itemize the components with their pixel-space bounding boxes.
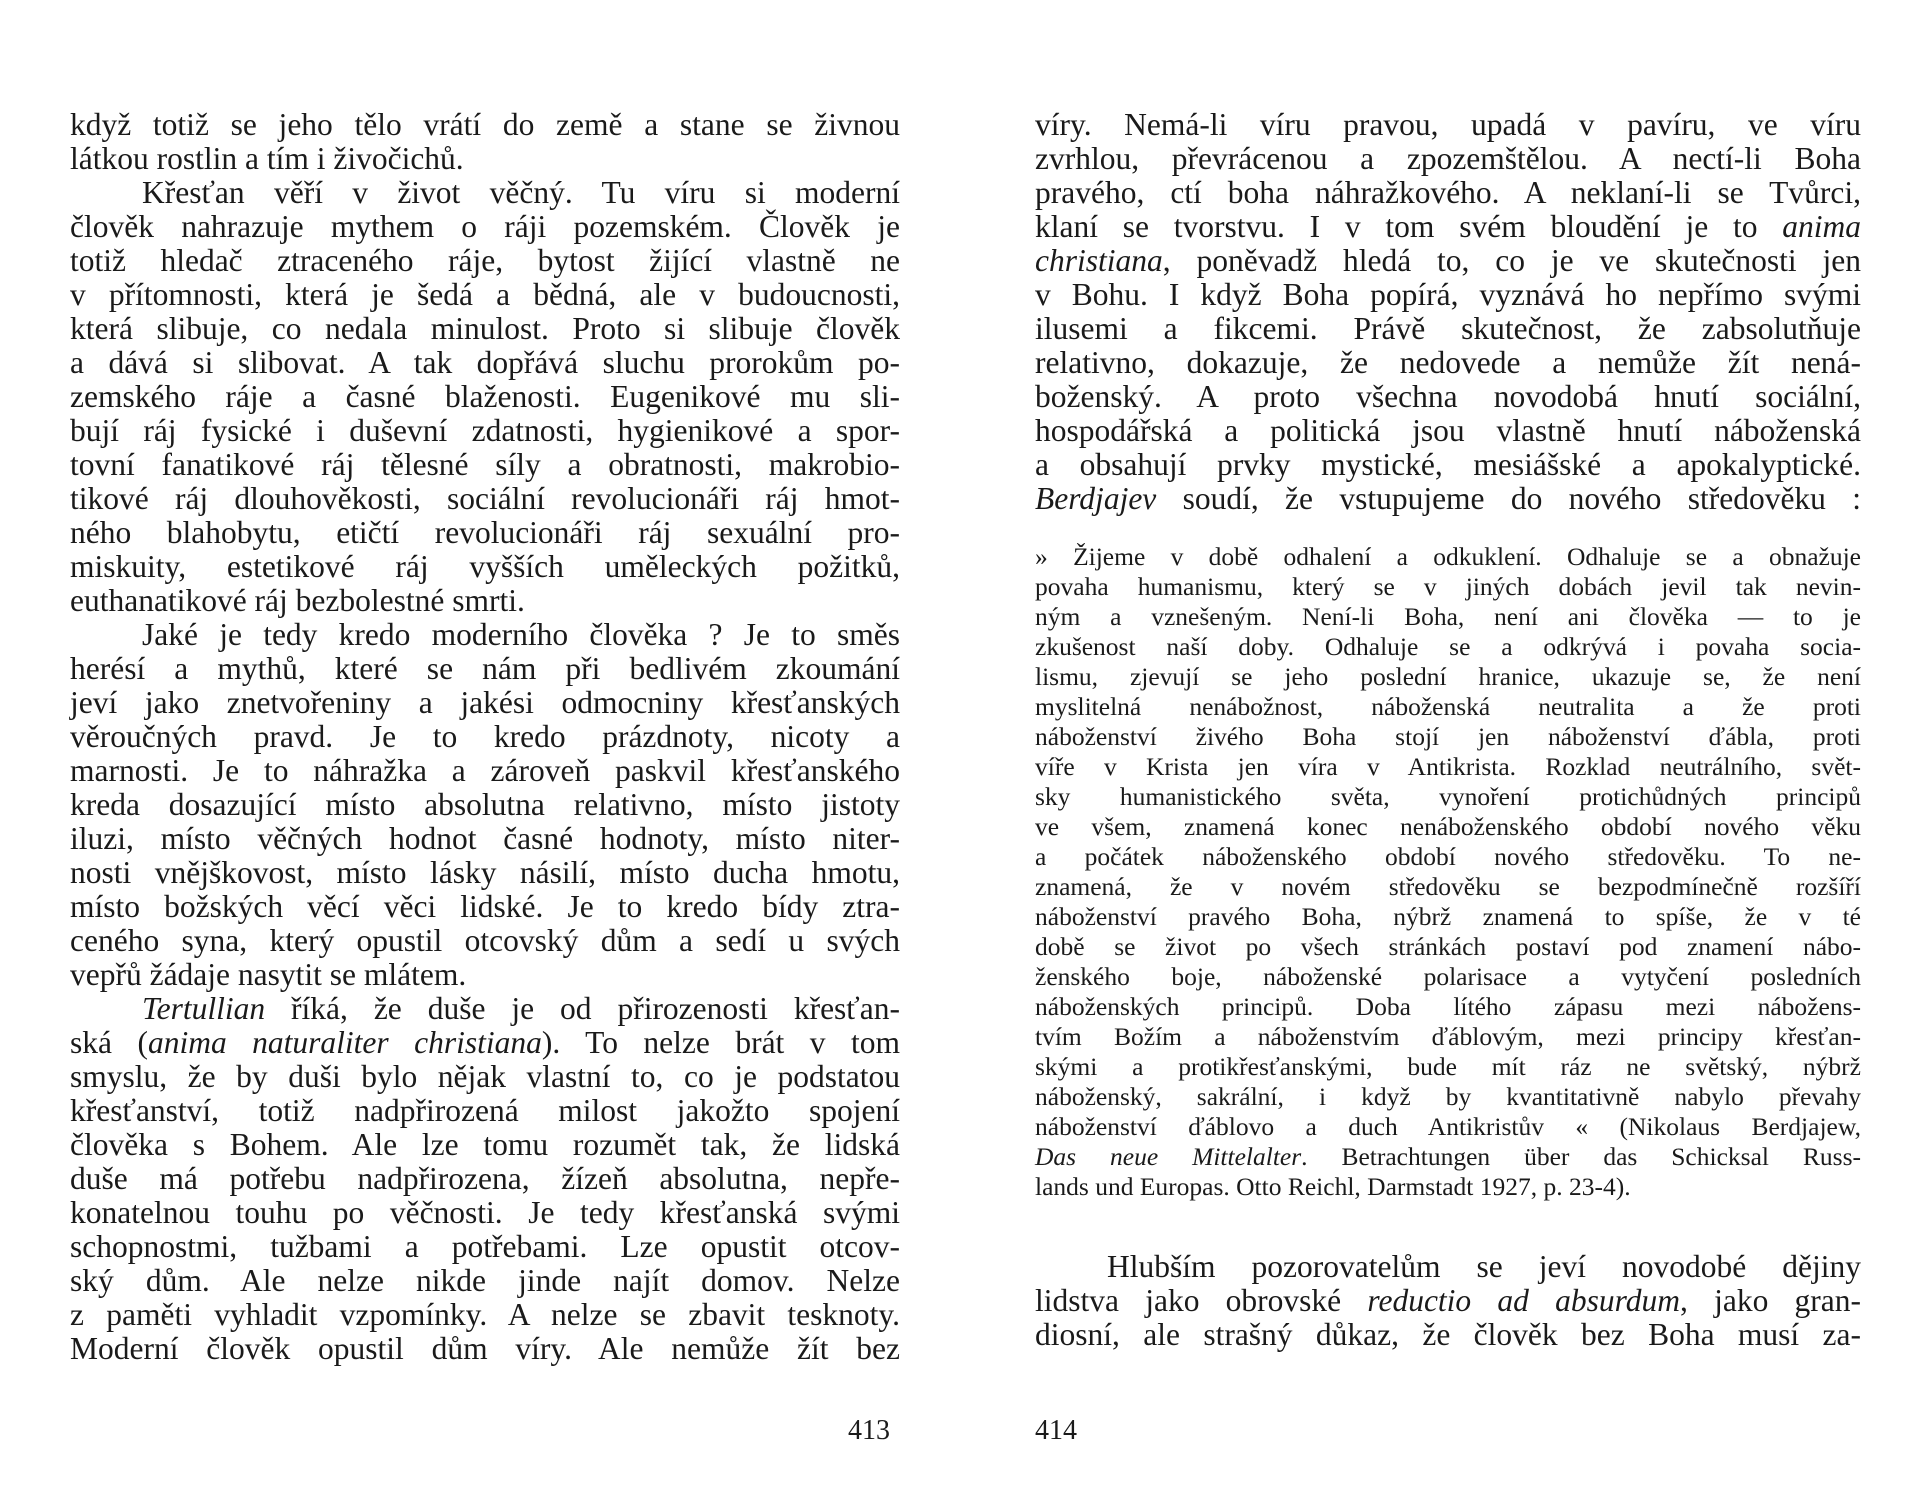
closing-line-3: diosní, ale strašný důkaz, že člověk bez Boha musí za-	[1035, 1317, 1861, 1352]
quote-line-2: povaha humanismu, který se v jiných dobách jevil tak nevin-	[1035, 572, 1861, 601]
left-line-26: vepřů žádaje nasytit se mlátem.	[70, 957, 467, 992]
left-line-3: Křesťan věří v život věčný. Tu víru si moderní	[142, 175, 900, 210]
left-line-28: ská (anima naturaliter christiana). To nelze brát v tom	[70, 1025, 900, 1060]
right-line-11: a obsahují prvky mystické, mesiášské a apokalyptické.	[1035, 447, 1861, 482]
left-page	[70, 108, 900, 1366]
right-line-7: ilusemi a fikcemi. Právě skutečnost, že zabsolutňuje	[1035, 311, 1861, 346]
closing-paragraph	[1035, 1250, 1861, 1352]
quote-line-20: náboženství ďáblovo a duch Antikristův « (Nikolaus Berdjajew,	[1035, 1112, 1861, 1141]
quote-line-11: a počátek náboženského období nového středověku. To ne-	[1035, 842, 1861, 871]
right-line-12: Berdjajev soudí, že vstupujeme do nového středověku :	[1035, 481, 1861, 516]
right-line-9: boženský. A proto všechna novodobá hnutí sociální,	[1035, 379, 1861, 414]
left-line-1: když totiž se jeho tělo vrátí do země a stane se živnou	[70, 107, 900, 142]
left-line-29: smyslu, že by duši bylo nějak vlastní to, co je podstatou	[70, 1059, 900, 1094]
quote-line-6: myslitelná nenábožnost, náboženská neutralita a že proti	[1035, 692, 1861, 721]
left-line-13: ného blahobytu, etičtí revolucionáři ráj sexuální pro-	[70, 515, 900, 550]
quote-line-13: náboženství pravého Boha, nýbrž znamená to spíše, že v té	[1035, 902, 1861, 931]
left-line-14: miskuity, estetikové ráj vyšších uměleckých požitků,	[70, 549, 900, 584]
right-line-3: pravého, ctí boha náhražkového. A neklaní-li se Tvůrci,	[1035, 175, 1861, 210]
quote-line-9: sky humanistického světa, vynoření protichůdných principů	[1035, 782, 1861, 811]
quote-line-21: Das neue Mittelalter. Betrachtungen über das Schicksal Russ-	[1035, 1142, 1861, 1171]
left-line-25: ceného syna, který opustil otcovský dům a sedí u svých	[70, 923, 900, 958]
left-line-30: křesťanství, totiž nadpřirozená milost jakožto spojení	[70, 1093, 900, 1128]
quote-line-3: ným a vznešeným. Není-li Boha, není ani člověka — to je	[1035, 602, 1861, 631]
right-line-8: relativno, dokazuje, že nedovede a nemůže žít nená-	[1035, 345, 1861, 380]
left-line-5: totiž hledač ztraceného ráje, bytost žijící vlastně ne	[70, 243, 900, 278]
left-line-9: zemského ráje a časné blaženosti. Eugenikové mu sli-	[70, 379, 900, 414]
quote-line-17: tvím Božím a náboženstvím ďáblovým, mezi principy křesťan-	[1035, 1022, 1861, 1051]
right-line-1: víry. Nemá-li víru pravou, upadá v pavíru, ve víru	[1035, 107, 1861, 142]
left-line-24: místo božských věcí věci lidské. Je to kredo bídy ztra-	[70, 889, 900, 924]
left-line-12: tikové ráj dlouhověkosti, sociální revolucionáři ráj hmot-	[70, 481, 900, 516]
left-line-19: věroučných pravd. Je to kredo prázdnoty, nicoty a	[70, 719, 900, 754]
left-line-2: látkou rostlin a tím i živočichů.	[70, 141, 464, 176]
closing-line-2: lidstva jako obrovské reductio ad absurdum, jako gran-	[1035, 1283, 1861, 1318]
left-line-32: duše má potřebu nadpřirozena, žízeň absolutna, nepře-	[70, 1161, 900, 1196]
right-line-2: zvrhlou, převrácenou a zpozemštělou. A nectí-li Boha	[1035, 141, 1861, 176]
left-line-20: marnosti. Je to náhražka a zároveň paskvil křesťanského	[70, 753, 900, 788]
right-line-5: christiana, poněvadž hledá to, co je ve skutečnosti jen	[1035, 243, 1861, 278]
quote-line-18: skými a protikřesťanskými, bude mít ráz ne světský, nýbrž	[1035, 1052, 1861, 1081]
left-line-17: herésí a mythů, které se nám při bedlivém zkoumání	[70, 651, 900, 686]
closing-line-1: Hlubším pozorovatelům se jeví novodobé dějiny	[1107, 1249, 1861, 1284]
left-line-4: člověk nahrazuje mythem o ráji pozemském. Člověk je	[70, 209, 900, 244]
left-line-16: Jaké je tedy kredo moderního člověka ? Je to směs	[142, 617, 900, 652]
left-line-7: která slibuje, co nedala minulost. Proto si slibuje člověk	[70, 311, 900, 346]
quote-line-10: ve všem, znamená konec nenáboženského období nového věku	[1035, 812, 1861, 841]
left-line-10: bují ráj fysické i duševní zdatnosti, hygienikové a spor-	[70, 413, 900, 448]
left-line-37: Moderní člověk opustil dům víry. Ale nemůže žít bez	[70, 1331, 900, 1366]
left-line-36: z paměti vyhladit vzpomínky. A nelze se zbavit tesknoty.	[70, 1297, 900, 1332]
left-line-18: jeví jako znetvořeniny a jakési odmocniny křesťanských	[70, 685, 900, 720]
berdjajev-quote	[1035, 542, 1861, 1202]
quote-line-16: náboženských principů. Doba lítého zápasu mezi nábožens-	[1035, 992, 1861, 1021]
left-line-35: ský dům. Ale nelze nikde jinde najít domov. Nelze	[70, 1263, 900, 1298]
left-line-22: iluzi, místo věčných hodnot časné hodnoty, místo niter-	[70, 821, 900, 856]
page-number-left: 413	[848, 1415, 890, 1446]
quote-line-12: znamená, že v novém středověku se bezpodmínečně rozšíří	[1035, 872, 1861, 901]
quote-line-5: lismu, zjevují se jeho poslední hranice, ukazuje se, že není	[1035, 662, 1861, 691]
left-line-6: v přítomnosti, která je šedá a bědná, ale v budoucnosti,	[70, 277, 900, 312]
left-line-21: kreda dosazující místo absolutna relativno, místo jistoty	[70, 787, 900, 822]
right-line-4: klaní se tvorstvu. I v tom svém bloudění je to anima	[1035, 209, 1861, 244]
quote-line-19: náboženský, sakrální, i když by kvantitativně nabylo převahy	[1035, 1082, 1861, 1111]
quote-line-22: lands und Europas. Otto Reichl, Darmstadt 1927, p. 23-4).	[1035, 1172, 1631, 1201]
quote-line-15: ženského boje, náboženské polarisace a vytyčení posledních	[1035, 962, 1861, 991]
right-line-6: v Bohu. I když Boha popírá, vyznává ho nepřímo svými	[1035, 277, 1861, 312]
right-page	[1035, 108, 1861, 1352]
left-line-27: Tertullian říká, že duše je od přirozenosti křesťan-	[142, 991, 900, 1026]
right-line-10: hospodářská a politická jsou vlastně hnutí náboženská	[1035, 413, 1861, 448]
left-line-33: konatelnou touhu po věčnosti. Je tedy křesťanská svými	[70, 1195, 900, 1230]
quote-line-14: době se život po všech stránkách postaví pod znamení nábo-	[1035, 932, 1861, 961]
left-line-15: euthanatikové ráj bezbolestné smrti.	[70, 583, 525, 618]
page-number-right: 414	[1035, 1415, 1077, 1446]
left-line-31: člověka s Bohem. Ale lze tomu rozumět tak, že lidská	[70, 1127, 900, 1162]
left-line-8: a dává si slibovat. A tak dopřává sluchu prorokům po-	[70, 345, 900, 380]
left-line-34: schopnostmi, tužbami a potřebami. Lze opustit otcov-	[70, 1229, 900, 1264]
quote-line-7: náboženství živého Boha stojí jen náboženství ďábla, proti	[1035, 722, 1861, 751]
left-line-11: tovní fanatikové ráj tělesné síly a obratnosti, makrobio-	[70, 447, 900, 482]
quote-line-1: » Žijeme v době odhalení a odkuklení. Odhaluje se a obnažuje	[1035, 542, 1861, 571]
left-line-23: nosti vnějškovost, místo lásky násilí, místo ducha hmotu,	[70, 855, 900, 890]
quote-line-4: zkušenost naší doby. Odhaluje se a odkrývá i povaha socia-	[1035, 632, 1861, 661]
quote-line-8: víře v Krista jen víra v Antikrista. Rozklad neutrálního, svět-	[1035, 752, 1861, 781]
